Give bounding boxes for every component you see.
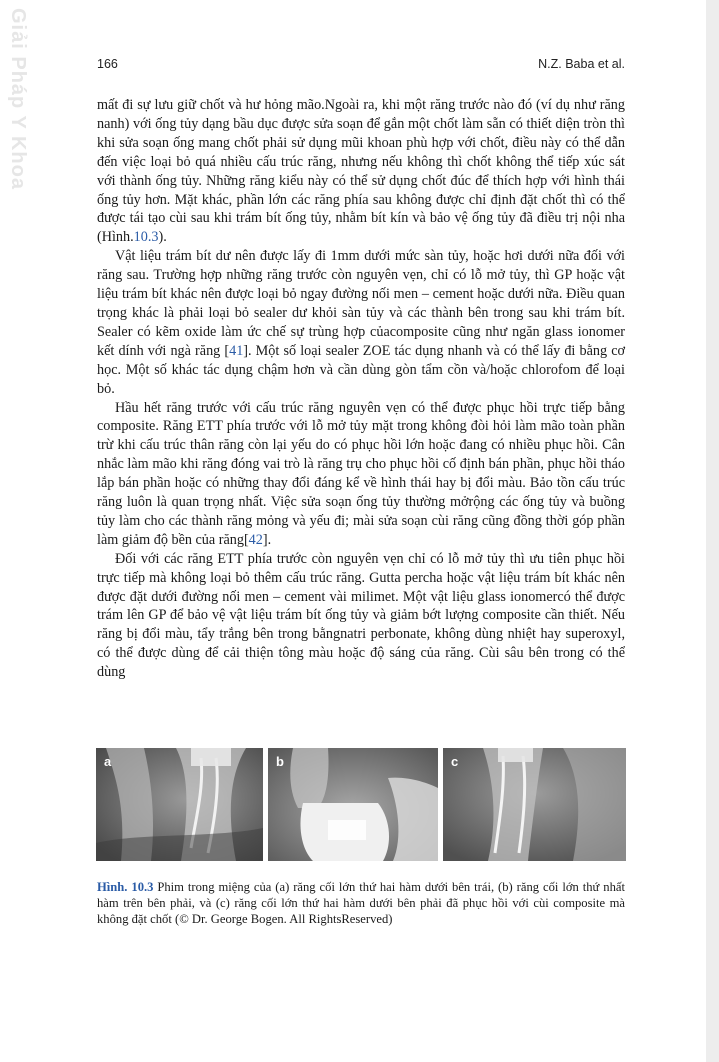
radiograph-b — [268, 748, 438, 861]
citation-link[interactable]: 10.3 — [133, 229, 159, 246]
radiograph-c — [443, 748, 626, 861]
caption-text: Phim trong miệng của (a) răng cối lớn thứ hai hàm dưới bên trái, (b) răng cối lớn thứ nhất hàm trên bên phải, và (c) răng cối lớn thứ hai hàm dưới bên phải đã phục hồi với cùi composite mà không đặt chốt (© Dr. George Bogen. All RightsReserved) — [97, 880, 625, 926]
paragraph-text: ). — [158, 229, 167, 246]
running-author: N.Z. Baba et al. — [538, 57, 625, 71]
citation-link[interactable]: 42 — [248, 531, 263, 548]
panel-label-b: b — [276, 754, 284, 769]
caption-label: Hình. 10.3 — [97, 880, 154, 894]
paragraph — [97, 399, 625, 550]
paragraph-text: Đối với các răng ETT phía trước còn nguyên vẹn chỉ có lỗ mở tủy thì ưu tiên phục hồi trực tiếp mà không loại bỏ thêm cấu trúc răng. Gutta percha hoặc vật liệu trám bít khác nên được đặt dưới đường nối men – cement vài milimet. Một vật liệu glass ionomercó thể được trám lên GP để bảo vệ vật liệu trám bít ống tủy và giảm bớt lượng composite cần thiết. Nếu răng bị đổi màu, tẩy trắng bên trong bằngnatri perbonate, không dùng nhiệt hay superoxyl, có thể được dùng để cải thiện tông màu hoặc độ sáng của răng. Cùi sâu bên trong có thể dùng — [97, 550, 625, 681]
paragraph-text: mất đi sự lưu giữ chốt và hư hỏng mão.Ngoài ra, khi một răng trước nào đó (ví dụ như răng nanh) với ống tủy dạng bầu dục được sửa soạn để gắn một chốt làm sẵn có thiết diện tròn thì khi sửa soạn ống mang chốt phải sử dụng mũi khoan phù hợp với chốt, điều này có thể dẫn đến việc loại bỏ quá nhiều cấu trúc răng, nhưng nếu không thì chốt không thể tiếp xúc sát với thành ống tủy. Những răng kiểu này có thể sử dụng chốt đúc để thích hợp với hình thái ống tủy hơn. Mặt khác, phần lớn các răng phía sau không được chỉ định đặt chốt thì có thể được tái tạo cùi sau khi trám bít ống tủy, nhằm bít kín và bảo vệ ống tủy đã điều trị nội nha (Hình. — [97, 97, 625, 246]
page-number: 166 — [97, 57, 118, 71]
paragraph-text: Hầu hết răng trước với cấu trúc răng nguyên vẹn có thể được phục hồi trực tiếp bằng composite. Răng ETT phía trước với lỗ mở tủy mặt trong không đòi hỏi làm mão toàn phần trừ khi cấu trúc thân răng còn lại yếu do có phục hồi lớn hoặc đang có nhiều phục hồi. Cân nhắc làm mão khi răng đóng vai trò là răng trụ cho phục hồi cố định bán phần, phục hồi tháo lắp bán phần hoặc có những thay đổi đáng kể về hình thái hay bị đổi màu. Bảo tồn cấu trúc răng luôn là quan trọng nhất. Việc sửa soạn ống tủy thường mởrộng các ống tủy và buồng tủy làm cho các thành răng mỏng và yếu đi; mài sửa soạn cùi răng cũng đồng thời góp phần làm giảm độ bền của răng[ — [97, 399, 625, 548]
radiograph-panel-a — [96, 748, 263, 861]
paragraph-text: Vật liệu trám bít dư nên được lấy đi 1mm dưới mức sàn tủy, hoặc hơi dưới nữa đối với răng sau. Trường hợp những răng trước còn nguyên vẹn, chỉ có lỗ mở tủy, thì GP hoặc vật liệu trám bít khác nên được loại bỏ ngay đường nối men – cement hoặc dưới nữa. Điều quan trọng khác là phải loại bỏ sealer dư khỏi sàn tủy và các thành bên trong sau khi trám bít. Sealer có kẽm oxide làm ức chế sự trùng hợp củacomposite cũng như ngăn glass ionomer kết dính với ngà răng [ — [97, 248, 625, 359]
watermark — [6, 8, 32, 208]
paragraph-text: ]. Một số loại sealer ZOE tác dụng nhanh và có thể lấy đi bằng cơ học. Một số khác tác dụng chậm hơn và cần dùng gòn tẩm cồn và/hoặc chlorofom để loại bỏ. — [97, 342, 625, 397]
panel-label-c: c — [451, 754, 459, 769]
radiograph-panel-b — [268, 748, 438, 861]
radiograph-panel-c — [443, 748, 626, 861]
body-text — [97, 96, 625, 682]
panel-label-a: a — [104, 754, 112, 769]
figure-10-3 — [96, 748, 626, 861]
paragraph — [97, 550, 625, 682]
citation-link[interactable]: 41 — [229, 342, 244, 359]
paragraph-text: ]. — [262, 531, 272, 548]
paragraph — [97, 247, 625, 398]
running-header — [97, 57, 625, 77]
radiograph-a — [96, 748, 263, 861]
paragraph — [97, 96, 625, 247]
watermark-text: Giải Pháp Y Khoa — [7, 8, 29, 190]
figure-caption — [97, 880, 625, 927]
page-edge — [706, 0, 719, 1062]
